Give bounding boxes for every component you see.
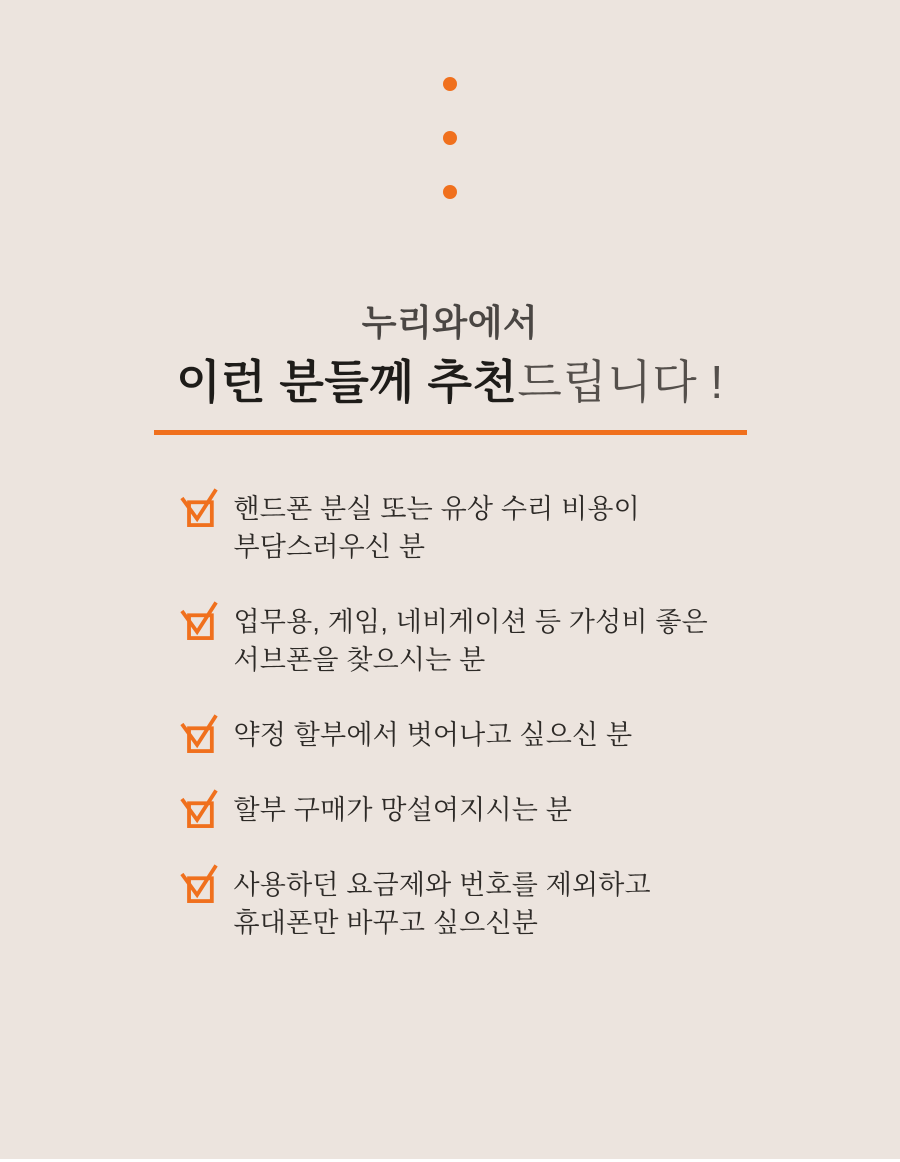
checklist-item-line: 핸드폰 분실 또는 유상 수리 비용이: [233, 494, 640, 524]
checklist-item-line: 부담스러우신 분: [233, 532, 426, 562]
checklist-item-text: [234, 866, 651, 942]
checklist-item-line: 약정 할부에서 벗어나고 싶으신 분: [233, 720, 633, 750]
checked-checkbox-icon: [180, 863, 218, 904]
checklist-item: [180, 791, 747, 829]
checked-checkbox-icon: [180, 600, 218, 641]
checklist-item-line: 업무용, 게임, 네비게이션 등 가성비 좋은: [233, 607, 708, 637]
accent-divider: [154, 430, 747, 435]
checklist-item-text: [234, 716, 633, 754]
orange-dot: [443, 185, 457, 199]
brand-name: 누리와에서: [361, 302, 539, 343]
checklist-item-text: [234, 490, 640, 566]
checklist-item: [180, 716, 747, 754]
checklist-item-text: [234, 603, 708, 679]
checklist: [154, 490, 747, 942]
checklist-item-line: 할부 구매가 망설여지시는 분: [233, 795, 572, 825]
headline-strong-text: 이런 분들께 추천: [176, 356, 518, 408]
checklist-item-text: [234, 791, 573, 829]
headline-rest-text: 드립니다 !: [517, 356, 724, 408]
page-title: [0, 354, 900, 410]
orange-dot: [443, 77, 457, 91]
checklist-item: [180, 490, 747, 566]
checklist-item-line: 휴대폰만 바꾸고 싶으신분: [233, 908, 539, 938]
header: [0, 302, 900, 435]
orange-dot: [443, 131, 457, 145]
checklist-item: [180, 603, 747, 679]
checked-checkbox-icon: [180, 713, 218, 754]
checked-checkbox-icon: [180, 788, 218, 829]
checklist-item-line: 사용하던 요금제와 번호를 제외하고: [233, 870, 651, 900]
checked-checkbox-icon: [180, 487, 218, 528]
checklist-item: [180, 866, 747, 942]
checklist-item-line: 서브폰을 찾으시는 분: [233, 645, 486, 675]
dot-separator: [0, 0, 900, 199]
